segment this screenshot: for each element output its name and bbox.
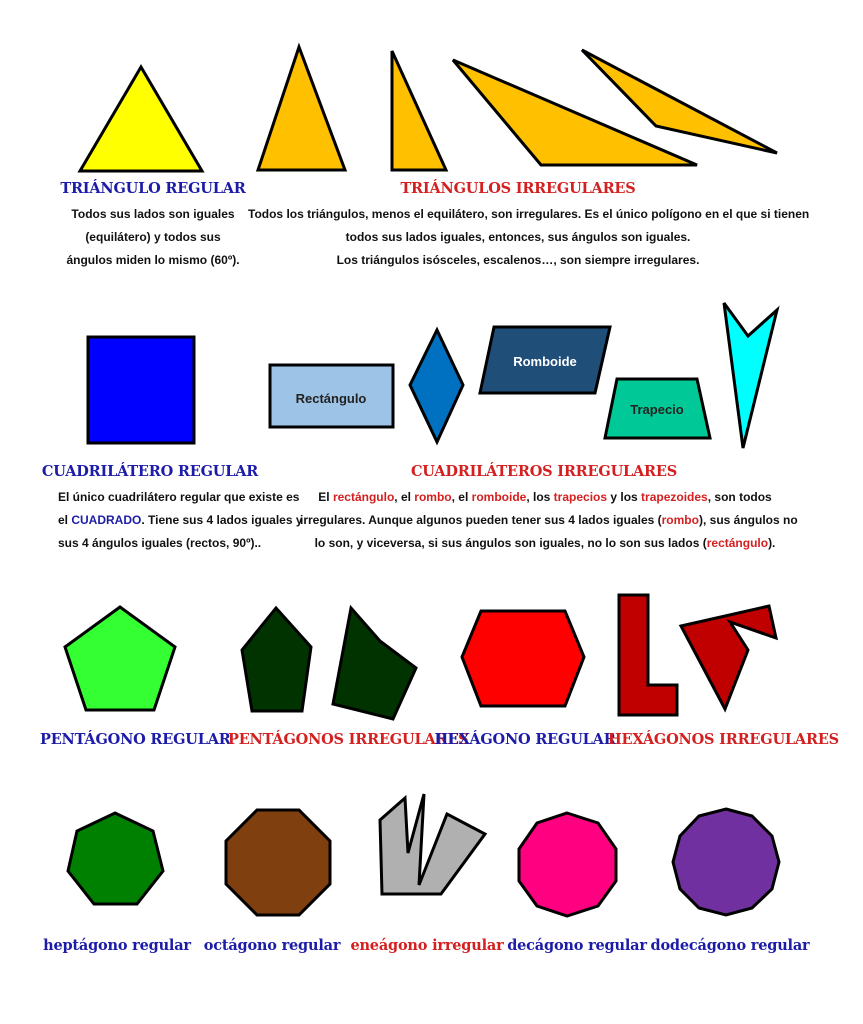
highlight: rectángulo [332, 490, 395, 504]
highlight: rombo [414, 490, 452, 504]
rhomboid-label: Romboide [513, 354, 577, 369]
irregular-hexagon-2 [681, 606, 776, 709]
square [88, 337, 194, 443]
irregular-triangle-1 [258, 47, 345, 170]
irregular-quadrilaterals-title: CUADRILÁTEROS IRREGULARES [410, 463, 678, 480]
desc-line: (equilátero) y todos sus [85, 230, 221, 244]
regular-triangle-title: TRIÁNGULO REGULAR [60, 180, 246, 197]
irregular-pentagons-label: PENTÁGONOS IRREGULARES [228, 731, 469, 748]
irregular-hexagons-label: HEXÁGONOS IRREGULARES [608, 731, 839, 748]
desc-line [300, 486, 790, 509]
irregular-pentagon-1 [242, 608, 311, 711]
rectangle-label: Rectángulo [295, 391, 367, 406]
desc-line: Todos sus lados son iguales [71, 207, 235, 221]
text: , los [526, 490, 554, 504]
regular-hexagon-label: HEXÁGONO REGULAR [434, 731, 616, 748]
irregular-nonagon [380, 794, 485, 894]
desc-line [300, 532, 790, 555]
irregular-triangle-2 [392, 51, 446, 170]
regular-pentagon [65, 607, 175, 710]
regular-triangle-description [30, 203, 276, 272]
text: El [318, 490, 333, 504]
desc-line: todos sus lados iguales, entonces, sus ángulos son iguales. [345, 230, 691, 244]
irregular-pentagon-2 [333, 608, 416, 719]
regular-decagon [519, 813, 616, 916]
highlight: trapezoides [641, 490, 708, 504]
irregular-triangles-title: TRIÁNGULOS IRREGULARES [400, 180, 636, 197]
text: ), sus ángulos no [698, 513, 798, 527]
regular-hexagon [462, 611, 584, 706]
trapezoid-concave [724, 303, 777, 448]
text: lo son, y viceversa, si sus ángulos son iguales, no lo son sus lados ( [314, 536, 707, 550]
regular-octagon [226, 810, 330, 915]
irregular-triangles-description [248, 203, 810, 272]
desc-line: sus 4 ángulos iguales (rectos, 90º).. [58, 536, 262, 550]
desc-line [300, 509, 798, 532]
desc-line: Todos los triángulos, menos el equilátero, son irregulares. Es el único polígono en el que si tienen [248, 207, 810, 221]
highlight-square: CUADRADO [71, 513, 142, 527]
desc-line: Los triángulos isósceles, escalenos…, son siempre irregulares. [336, 253, 700, 267]
text: , son todos [707, 490, 772, 504]
regular-heptagon [68, 813, 163, 904]
text: y los [607, 490, 642, 504]
decagon-label: decágono regular [507, 937, 647, 954]
regular-quadrilateral-title: CUADRILÁTERO REGULAR [41, 463, 259, 480]
highlight: romboide [471, 490, 527, 504]
highlight: rombo [661, 513, 699, 527]
regular-dodecagon [673, 809, 779, 915]
regular-quadrilateral-description [58, 486, 303, 555]
text: , el [394, 490, 415, 504]
irregular-quadrilaterals-description [300, 486, 798, 555]
trapezoid-label: Trapecio [630, 402, 684, 417]
desc-line: El único cuadrilátero regular que existe es [58, 490, 300, 504]
regular-pentagon-label: PENTÁGONO REGULAR [40, 731, 231, 748]
text: , el [451, 490, 472, 504]
desc-line: ángulos miden lo mismo (60º). [66, 253, 240, 267]
rhombus [410, 330, 463, 442]
irregular-hexagon-1 [619, 595, 677, 715]
octagon-label: octágono regular [203, 937, 341, 954]
equilateral-triangle [80, 67, 202, 171]
text: ). [768, 536, 776, 550]
desc-line [58, 509, 303, 532]
highlight: rectángulo [706, 536, 769, 550]
text: irregulares. Aunque algunos pueden tener sus 4 lados iguales ( [300, 513, 662, 527]
nonagon-label: eneágono irregular [350, 937, 504, 954]
dodecagon-label: dodecágono regular [650, 937, 810, 954]
text: el [58, 513, 72, 527]
text: . Tiene sus 4 lados iguales y [141, 513, 303, 527]
heptagon-label: heptágono regular [43, 937, 191, 954]
highlight: trapecios [553, 490, 608, 504]
